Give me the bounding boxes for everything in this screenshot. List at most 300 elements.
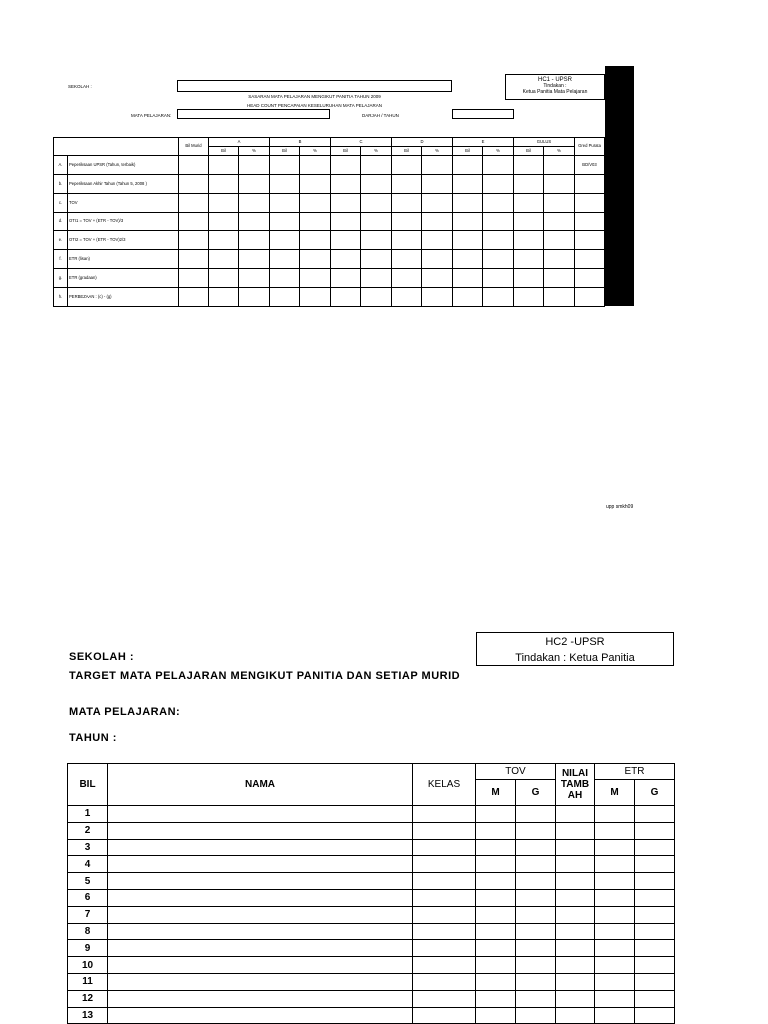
hc1-grade-header: B: [270, 138, 331, 147]
hc1-sub-bil: Bil: [514, 147, 544, 156]
hc2-input-cell[interactable]: [108, 1007, 413, 1024]
hc1-input-cell[interactable]: [392, 288, 422, 307]
hc1-input-cell[interactable]: [544, 231, 575, 250]
hc2-row-number: 4: [68, 856, 108, 873]
hc2-input-cell[interactable]: [516, 906, 556, 923]
hc1-input-cell[interactable]: [179, 156, 209, 175]
hc1-title-line1: SASARAN MATA PELAJARAN MENGIKUT PANITIA TAHUN 2009: [248, 94, 381, 99]
hc1-input-cell[interactable]: [514, 175, 544, 194]
hc1-grade-header: GULUS: [514, 138, 575, 147]
hc2-input-cell[interactable]: [476, 973, 516, 990]
hc2-row-number: 9: [68, 940, 108, 957]
hc2-input-cell[interactable]: [476, 856, 516, 873]
hc2-input-cell[interactable]: [595, 873, 635, 890]
hc2-input-cell[interactable]: [108, 990, 413, 1007]
hc1-input-cell[interactable]: [422, 175, 453, 194]
hc1-input-cell[interactable]: [179, 288, 209, 307]
hc2-input-cell[interactable]: [413, 873, 476, 890]
hc2-table-row: [68, 856, 675, 873]
hc1-input-cell[interactable]: [544, 288, 575, 307]
hc1-code: HC1 - UPSR: [537, 77, 572, 83]
hc2-input-cell[interactable]: [595, 839, 635, 856]
hc2-input-cell[interactable]: [556, 1007, 595, 1024]
hc2-input-cell[interactable]: [476, 940, 516, 957]
hc1-input-cell[interactable]: [300, 156, 331, 175]
hc1-input-cell[interactable]: [422, 156, 453, 175]
hc2-input-cell[interactable]: [635, 822, 675, 839]
hc1-row-label: OTI1 = TOV + (ETR - TOV)/3: [68, 213, 179, 231]
hc1-corner-cell: [54, 138, 179, 156]
hc1-input-cell[interactable]: [239, 175, 270, 194]
hc1-sub-bil: Bil: [453, 147, 483, 156]
hc1-input-cell[interactable]: [331, 213, 361, 231]
hc1-mata-pelajaran-field[interactable]: [177, 109, 330, 119]
hc1-input-cell[interactable]: [331, 156, 361, 175]
hc1-input-cell[interactable]: [544, 194, 575, 213]
hc2-input-cell[interactable]: [413, 923, 476, 940]
hc1-input-cell[interactable]: [300, 288, 331, 307]
hc1-input-cell[interactable]: [483, 269, 514, 288]
hc1-input-cell[interactable]: [392, 269, 422, 288]
hc2-input-cell[interactable]: [556, 957, 595, 974]
hc2-input-cell[interactable]: [413, 973, 476, 990]
hc1-row-gred-purata[interactable]: [575, 194, 605, 213]
hc2-input-cell[interactable]: [108, 839, 413, 856]
hc2-input-cell[interactable]: [556, 822, 595, 839]
hc1-input-cell[interactable]: [514, 250, 544, 269]
hc2-input-cell[interactable]: [108, 940, 413, 957]
hc1-input-cell[interactable]: [544, 213, 575, 231]
hc2-input-cell[interactable]: [476, 839, 516, 856]
hc1-input-cell[interactable]: [514, 213, 544, 231]
hc1-input-cell[interactable]: [300, 269, 331, 288]
hc1-input-cell[interactable]: [300, 213, 331, 231]
hc2-input-cell[interactable]: [516, 839, 556, 856]
hc2-row-number: 1: [68, 806, 108, 823]
hc2-input-cell[interactable]: [516, 940, 556, 957]
hc1-input-cell[interactable]: [453, 194, 483, 213]
black-side-bar: [605, 66, 634, 306]
hc2-input-cell[interactable]: [516, 873, 556, 890]
hc1-input-cell[interactable]: [422, 213, 453, 231]
hc2-input-cell[interactable]: [476, 889, 516, 906]
hc1-input-cell[interactable]: [209, 288, 239, 307]
hc2-input-cell[interactable]: [556, 889, 595, 906]
hc2-input-cell[interactable]: [635, 990, 675, 1007]
hc2-kelas-header: KELAS: [413, 764, 476, 806]
hc1-input-cell[interactable]: [300, 194, 331, 213]
hc2-input-cell[interactable]: [413, 822, 476, 839]
hc2-student-table: [67, 763, 675, 1024]
hc1-input-cell[interactable]: [392, 175, 422, 194]
hc1-input-cell[interactable]: [514, 156, 544, 175]
hc1-input-cell[interactable]: [270, 213, 300, 231]
hc2-input-cell[interactable]: [413, 940, 476, 957]
hc2-input-cell[interactable]: [108, 906, 413, 923]
hc1-grade-header: A: [209, 138, 270, 147]
hc2-input-cell[interactable]: [635, 839, 675, 856]
hc1-input-cell[interactable]: [300, 175, 331, 194]
hc1-input-cell[interactable]: [270, 231, 300, 250]
hc1-gred-purata-header: Gred Purata: [575, 138, 605, 156]
hc1-input-cell[interactable]: [483, 194, 514, 213]
hc1-input-cell[interactable]: [209, 194, 239, 213]
hc2-input-cell[interactable]: [476, 822, 516, 839]
hc1-title-line2: HEAD COUNT PENCAPAIAN KESELURUHAN MATA PELAJARAN: [247, 103, 382, 108]
hc2-action-box: [476, 632, 674, 666]
hc2-table-row: [68, 806, 675, 823]
hc1-input-cell[interactable]: [361, 213, 392, 231]
hc1-sub-bil: Bil: [270, 147, 300, 156]
hc1-input-cell[interactable]: [422, 250, 453, 269]
hc1-input-cell[interactable]: [453, 250, 483, 269]
hc2-input-cell[interactable]: [516, 806, 556, 823]
hc2-input-cell[interactable]: [108, 923, 413, 940]
hc1-input-cell[interactable]: [483, 213, 514, 231]
hc1-input-cell[interactable]: [331, 269, 361, 288]
hc1-input-cell[interactable]: [422, 269, 453, 288]
hc1-input-cell[interactable]: [392, 194, 422, 213]
hc1-input-cell[interactable]: [453, 231, 483, 250]
hc2-input-cell[interactable]: [476, 873, 516, 890]
hc1-grade-header: D: [392, 138, 453, 147]
hc2-input-cell[interactable]: [516, 1007, 556, 1024]
hc1-row-label: PERBEZAAN : (c) - (g): [68, 288, 179, 307]
hc1-input-cell[interactable]: [270, 194, 300, 213]
hc2-row-number: 3: [68, 839, 108, 856]
hc2-table-row: [68, 923, 675, 940]
hc2-input-cell[interactable]: [595, 906, 635, 923]
hc2-table-row: [68, 990, 675, 1007]
hc1-input-cell[interactable]: [300, 250, 331, 269]
hc1-row-code: b.: [54, 175, 68, 194]
hc2-row-number: 11: [68, 973, 108, 990]
hc1-input-cell[interactable]: [361, 194, 392, 213]
hc1-input-cell[interactable]: [209, 175, 239, 194]
hc1-input-cell[interactable]: [179, 269, 209, 288]
hc1-row-code: g.: [54, 269, 68, 288]
hc1-mata-pelajaran-label: MATA PELAJARAN:: [131, 113, 172, 118]
hc2-input-cell[interactable]: [413, 990, 476, 1007]
hc1-row-code: A.: [54, 156, 68, 175]
hc2-input-cell[interactable]: [595, 923, 635, 940]
hc1-row-code: h.: [54, 288, 68, 307]
hc1-input-cell[interactable]: [239, 213, 270, 231]
hc2-input-cell[interactable]: [556, 973, 595, 990]
hc1-input-cell[interactable]: [514, 269, 544, 288]
hc2-input-cell[interactable]: [635, 856, 675, 873]
hc1-table-row: [54, 250, 605, 269]
hc2-input-cell[interactable]: [556, 873, 595, 890]
hc1-headcount-table: [53, 137, 605, 307]
hc1-row-gred-purata[interactable]: [575, 288, 605, 307]
hc2-input-cell[interactable]: [595, 889, 635, 906]
hc1-input-cell[interactable]: [239, 269, 270, 288]
hc1-input-cell[interactable]: [453, 175, 483, 194]
hc1-row-gred-purata[interactable]: [575, 269, 605, 288]
hc2-input-cell[interactable]: [635, 957, 675, 974]
hc2-row-number: 2: [68, 822, 108, 839]
hc1-row-label: Peperiksaan UPSR (Tahun, terbaik): [68, 156, 179, 175]
hc2-input-cell[interactable]: [556, 923, 595, 940]
hc1-input-cell[interactable]: [239, 194, 270, 213]
hc2-input-cell[interactable]: [108, 889, 413, 906]
hc1-input-cell[interactable]: [483, 231, 514, 250]
hc1-input-cell[interactable]: [514, 231, 544, 250]
hc1-row-gred-purata[interactable]: [575, 175, 605, 194]
hc1-input-cell[interactable]: [239, 156, 270, 175]
hc1-table-row: [54, 213, 605, 231]
hc1-input-cell[interactable]: [361, 156, 392, 175]
hc2-input-cell[interactable]: [556, 806, 595, 823]
hc1-row-gred-purata[interactable]: BD/V03: [575, 156, 605, 175]
hc2-input-cell[interactable]: [413, 889, 476, 906]
hc2-input-cell[interactable]: [556, 906, 595, 923]
hc1-input-cell[interactable]: [179, 231, 209, 250]
hc2-input-cell[interactable]: [595, 1007, 635, 1024]
hc2-input-cell[interactable]: [516, 923, 556, 940]
hc2-etr-m-header: M: [595, 780, 635, 806]
hc2-row-number: 13: [68, 1007, 108, 1024]
hc2-input-cell[interactable]: [635, 1007, 675, 1024]
hc2-input-cell[interactable]: [476, 806, 516, 823]
hc2-sekolah-label: SEKOLAH :: [69, 651, 134, 663]
hc2-input-cell[interactable]: [556, 990, 595, 1007]
hc1-sub-pct: %: [544, 147, 575, 156]
hc2-input-cell[interactable]: [635, 923, 675, 940]
hc2-input-cell[interactable]: [476, 906, 516, 923]
hc1-sub-bil: Bil: [331, 147, 361, 156]
hc2-input-cell[interactable]: [413, 856, 476, 873]
hc2-input-cell[interactable]: [516, 822, 556, 839]
hc1-input-cell[interactable]: [270, 288, 300, 307]
hc1-input-cell[interactable]: [209, 231, 239, 250]
hc1-row-gred-purata[interactable]: [575, 250, 605, 269]
hc1-input-cell[interactable]: [483, 250, 514, 269]
hc2-table-row: [68, 1007, 675, 1024]
hc1-input-cell[interactable]: [361, 269, 392, 288]
hc2-input-cell[interactable]: [635, 873, 675, 890]
hc1-action-role: Ketua Panitia Mata Pelajaran: [522, 88, 588, 95]
hc1-row-code: e.: [54, 231, 68, 250]
hc1-input-cell[interactable]: [239, 231, 270, 250]
hc1-input-cell[interactable]: [270, 156, 300, 175]
hc1-table-row: [54, 194, 605, 213]
hc1-input-cell[interactable]: [179, 250, 209, 269]
hc1-input-cell[interactable]: [392, 250, 422, 269]
hc2-input-cell[interactable]: [413, 806, 476, 823]
hc1-input-cell[interactable]: [483, 288, 514, 307]
hc2-title: TARGET MATA PELAJARAN MENGIKUT PANITIA DAN SETIAP MURID: [69, 670, 461, 682]
hc2-bil-header: BIL: [68, 764, 108, 806]
hc2-action: Tindakan : Ketua Panitia: [515, 652, 635, 664]
hc2-input-cell[interactable]: [556, 856, 595, 873]
hc2-input-cell[interactable]: [595, 990, 635, 1007]
hc2-input-cell[interactable]: [413, 906, 476, 923]
hc1-sekolah-field[interactable]: [177, 80, 452, 92]
hc2-input-cell[interactable]: [516, 957, 556, 974]
hc2-input-cell[interactable]: [516, 990, 556, 1007]
hc1-input-cell[interactable]: [422, 288, 453, 307]
hc1-row-code: d.: [54, 213, 68, 231]
hc2-input-cell[interactable]: [556, 940, 595, 957]
hc1-input-cell[interactable]: [331, 231, 361, 250]
hc1-sub-pct: %: [239, 147, 270, 156]
hc1-input-cell[interactable]: [544, 269, 575, 288]
hc1-sekolah-label: SEKOLAH :: [68, 84, 92, 89]
hc2-input-cell[interactable]: [413, 1007, 476, 1024]
hc1-input-cell[interactable]: [361, 175, 392, 194]
hc2-code: HC2 -UPSR: [545, 636, 605, 648]
hc2-tov-g-header: G: [516, 780, 556, 806]
hc2-input-cell[interactable]: [108, 873, 413, 890]
hc1-input-cell[interactable]: [453, 288, 483, 307]
hc2-input-cell[interactable]: [108, 856, 413, 873]
hc2-input-cell[interactable]: [556, 839, 595, 856]
hc1-input-cell[interactable]: [483, 156, 514, 175]
hc2-input-cell[interactable]: [595, 806, 635, 823]
hc2-input-cell[interactable]: [476, 957, 516, 974]
hc1-input-cell[interactable]: [179, 194, 209, 213]
hc1-footer-note: upp smkh09: [606, 504, 634, 510]
hc1-sub-bil: Bil: [392, 147, 422, 156]
hc2-table-row: [68, 973, 675, 990]
hc2-table-row: [68, 822, 675, 839]
hc1-sub-pct: %: [422, 147, 453, 156]
hc1-input-cell[interactable]: [209, 213, 239, 231]
hc1-input-cell[interactable]: [514, 194, 544, 213]
hc1-input-cell[interactable]: [331, 250, 361, 269]
hc1-input-cell[interactable]: [361, 288, 392, 307]
hc1-input-cell[interactable]: [392, 231, 422, 250]
hc1-input-cell[interactable]: [179, 175, 209, 194]
hc1-table-row: [54, 288, 605, 307]
hc2-table-row: [68, 873, 675, 890]
hc2-input-cell[interactable]: [108, 822, 413, 839]
hc2-input-cell[interactable]: [635, 940, 675, 957]
hc1-row-gred-purata[interactable]: [575, 231, 605, 250]
hc1-bil-murid-header: Bil Murid: [179, 138, 209, 156]
hc1-action-box: [505, 74, 605, 100]
hc2-table-row: [68, 839, 675, 856]
hc1-input-cell[interactable]: [300, 231, 331, 250]
hc2-input-cell[interactable]: [595, 856, 635, 873]
hc2-tov-m-header: M: [476, 780, 516, 806]
hc2-input-cell[interactable]: [476, 1007, 516, 1024]
hc2-etr-g-header: G: [635, 780, 675, 806]
hc1-input-cell[interactable]: [392, 156, 422, 175]
hc1-input-cell[interactable]: [239, 250, 270, 269]
hc2-row-number: 12: [68, 990, 108, 1007]
hc2-input-cell[interactable]: [635, 806, 675, 823]
hc2-table-row: [68, 889, 675, 906]
hc2-input-cell[interactable]: [108, 806, 413, 823]
hc2-tahun-label: TAHUN :: [69, 732, 117, 744]
hc1-darjah-label: DARJAH / TAHUN: [362, 113, 399, 118]
hc2-input-cell[interactable]: [476, 923, 516, 940]
hc1-row-label: Peperiksaan Akhir Tahun (Tahun 5, 2008 ): [68, 175, 179, 194]
hc1-input-cell[interactable]: [422, 231, 453, 250]
hc1-input-cell[interactable]: [361, 231, 392, 250]
hc2-input-cell[interactable]: [413, 839, 476, 856]
hc1-sub-bil: Bil: [209, 147, 239, 156]
hc2-input-cell[interactable]: [516, 973, 556, 990]
hc2-mata-pelajaran-label: MATA PELAJARAN:: [69, 706, 181, 718]
hc1-input-cell[interactable]: [422, 194, 453, 213]
hc1-input-cell[interactable]: [239, 288, 270, 307]
hc1-input-cell[interactable]: [209, 250, 239, 269]
hc1-input-cell[interactable]: [453, 213, 483, 231]
hc1-input-cell[interactable]: [483, 175, 514, 194]
hc2-input-cell[interactable]: [516, 889, 556, 906]
hc2-input-cell[interactable]: [595, 940, 635, 957]
hc2-nama-header: NAMA: [108, 764, 413, 806]
hc2-row-number: 10: [68, 957, 108, 974]
hc1-row-label: TOV: [68, 194, 179, 213]
hc1-row-gred-purata[interactable]: [575, 213, 605, 231]
hc2-input-cell[interactable]: [595, 973, 635, 990]
hc1-sub-pct: %: [300, 147, 331, 156]
hc2-input-cell[interactable]: [108, 957, 413, 974]
hc1-input-cell[interactable]: [361, 250, 392, 269]
hc2-input-cell[interactable]: [413, 957, 476, 974]
hc2-input-cell[interactable]: [108, 973, 413, 990]
hc1-table-row: [54, 175, 605, 194]
hc1-sub-pct: %: [361, 147, 392, 156]
hc2-table-row: [68, 940, 675, 957]
hc1-input-cell[interactable]: [453, 269, 483, 288]
hc1-input-cell[interactable]: [209, 269, 239, 288]
hc1-darjah-field[interactable]: [452, 109, 514, 119]
hc2-input-cell[interactable]: [635, 906, 675, 923]
hc1-input-cell[interactable]: [453, 156, 483, 175]
hc1-input-cell[interactable]: [392, 213, 422, 231]
hc2-nilai-tambah-header: NILAI TAMB AH: [556, 764, 595, 806]
hc1-input-cell[interactable]: [544, 175, 575, 194]
hc2-row-number: 5: [68, 873, 108, 890]
hc1-input-cell[interactable]: [331, 194, 361, 213]
hc1-table-row: [54, 231, 605, 250]
hc2-row-number: 6: [68, 889, 108, 906]
hc1-input-cell[interactable]: [544, 156, 575, 175]
hc1-input-cell[interactable]: [331, 288, 361, 307]
hc1-input-cell[interactable]: [270, 175, 300, 194]
hc2-row-number: 8: [68, 923, 108, 940]
hc2-input-cell[interactable]: [476, 990, 516, 1007]
hc2-input-cell[interactable]: [635, 973, 675, 990]
hc1-row-code: f.: [54, 250, 68, 269]
hc2-table-row: [68, 906, 675, 923]
hc2-row-number: 7: [68, 906, 108, 923]
hc1-input-cell[interactable]: [179, 213, 209, 231]
hc1-row-label: ETR (gradaan): [68, 269, 179, 288]
hc1-input-cell[interactable]: [331, 175, 361, 194]
hc1-row-label: OTI2 = TOV + (ETR - TOV)2/3: [68, 231, 179, 250]
hc2-input-cell[interactable]: [635, 889, 675, 906]
hc1-input-cell[interactable]: [514, 288, 544, 307]
hc1-action-line: Tindakan :: [543, 82, 567, 89]
hc1-grade-header: C: [331, 138, 392, 147]
hc1-input-cell[interactable]: [209, 156, 239, 175]
hc2-input-cell[interactable]: [595, 822, 635, 839]
hc2-input-cell[interactable]: [516, 856, 556, 873]
hc2-etr-header: ETR: [595, 764, 675, 780]
hc1-input-cell[interactable]: [270, 250, 300, 269]
hc2-input-cell[interactable]: [595, 957, 635, 974]
hc1-input-cell[interactable]: [270, 269, 300, 288]
hc1-table-row: [54, 156, 605, 175]
hc1-input-cell[interactable]: [544, 250, 575, 269]
